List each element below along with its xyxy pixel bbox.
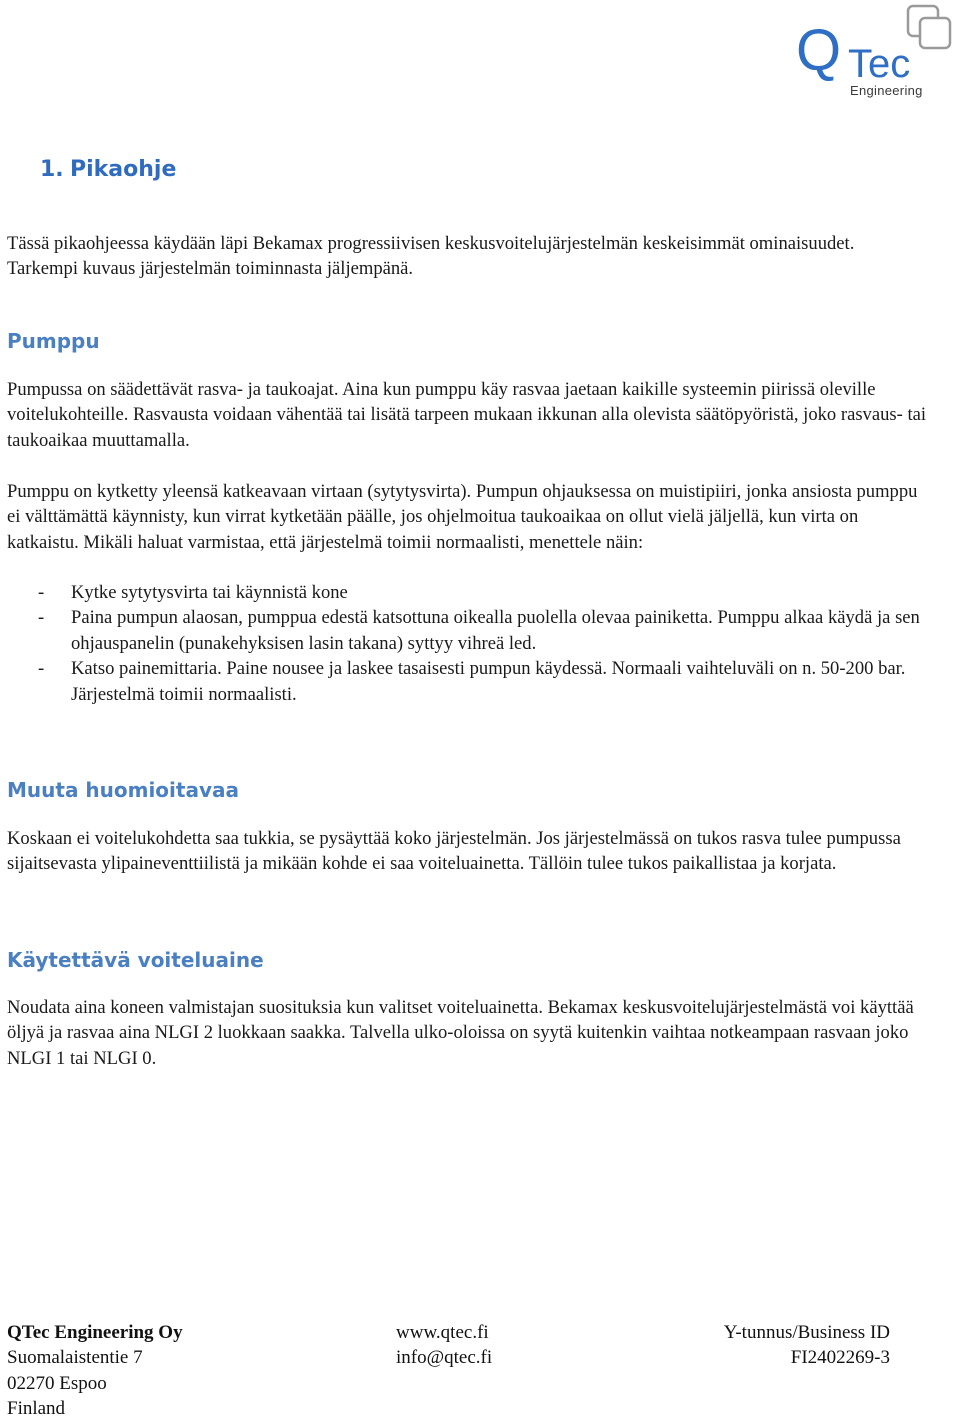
intro-paragraph (7, 231, 927, 282)
section-title-muuta: Muuta huomioitavaa (7, 778, 239, 802)
logo-squares-icon (906, 4, 954, 54)
footer-address (7, 1320, 183, 1422)
heading-title: Pikaohje (70, 157, 177, 182)
list-dash: - (38, 658, 45, 680)
footer-id-label: Y-tunnus/Business ID (723, 1322, 890, 1343)
muuta-paragraph (7, 826, 927, 877)
voiteluaine-text: Noudata aina koneen valmistajan suosituksia kun valitset voiteluainetta. Bekamax keskusvoitelujärjestelmästä voi käyttää öljyä ja rasvaa aina NLGI 2 luokkaan saakka. Talvella ulko-oloissa on syytä kuitenkin vaihtaa notkeampaan rasvaan joko NLGI 1 tai NLGI 0. (7, 997, 914, 1069)
page-title (40, 155, 176, 185)
footer-contact (396, 1320, 492, 1371)
pumppu-paragraph-2 (7, 479, 927, 555)
list-item-text: Kytke sytytysvirta tai käynnistä kone (71, 582, 348, 603)
pumppu-text-1: Pumpussa on säädettävät rasva- ja taukoajat. Aina kun pumppu käy rasvaa jaetaan kaikille systeemin piirissä oleville voitelukohteille. Rasvausta voidaan vähentää tai lisätä tarpeen mukaan ikkunan alla olevista säätöpyöristä, joko rasvaus- tai taukoaikaa muuttamalla. (7, 379, 927, 451)
footer-email-link[interactable]: info@qtec.fi (396, 1347, 493, 1369)
footer-country: Finland (7, 1398, 66, 1420)
pumppu-text-2: Pumppu on kytketty yleensä katkeavaan virtaan (sytytysvirta). Pumpun ohjauksessa on muistipiiri, jonka ansiosta pumppu ei välttämättä käynnisty, kun virrat kytketään päälle, jos ohjelmoitua taukoaikaa on ollut vielä jäljellä, kun virta on katkaistu. Mikäli haluat varmistaa, että järjestelmä toimii normaalisti, menettele näin: (7, 481, 918, 553)
voiteluaine-paragraph (7, 995, 927, 1071)
footer-company: QTec Engineering Oy (7, 1322, 183, 1343)
list-item (7, 656, 927, 707)
list-item (7, 580, 927, 605)
footer-city: 02270 Espoo (7, 1372, 107, 1394)
heading-number: 1. (40, 157, 64, 182)
footer-web-link[interactable]: www.qtec.fi (396, 1322, 489, 1343)
company-logo (792, 4, 958, 100)
list-dash: - (38, 582, 45, 603)
logo-q: Q (796, 18, 840, 83)
footer-street: Suomalaistentie 7 (7, 1347, 143, 1369)
muuta-text: Koskaan ei voitelukohdetta saa tukkia, se pysäyttää koko järjestelmän. Jos järjestelmässä on tukos rasva tulee pumpussa sijaitsevasta ylipaineventtiilistä ja mikään kohde ei saa voiteluainetta. Tällöin tulee tukos paikallistaa ja korjata. (7, 828, 901, 875)
logo-tec: Tec (848, 42, 911, 86)
list-item (7, 605, 927, 656)
footer-business-id (724, 1320, 890, 1371)
pumppu-paragraph-1 (7, 377, 927, 453)
footer-id-value: FI2402269-3 (790, 1347, 890, 1369)
section-title-pumppu: Pumppu (7, 329, 100, 353)
list-item-text: Paina pumpun alaosan, pumppua edestä katsottuna oikealla puolella olevaa painiketta. Pumppu alkaa käydä ja sen ohjauspanelin (punakehyksisen lasin takana) syttyy vihreä led. (71, 607, 920, 654)
list-dash: - (38, 607, 45, 629)
section-title-voiteluaine: Käytettävä voiteluaine (7, 948, 264, 972)
pumppu-steps-list (7, 580, 927, 707)
logo-tagline: Engineering (850, 83, 923, 98)
intro-text: Tässä pikaohjeessa käydään läpi Bekamax progressiivisen keskusvoitelujärjestelmän keskeisimmät ominaisuudet. Tarkempi kuvaus järjestelmän toiminnasta jäljempänä. (7, 233, 855, 280)
list-item-text: Katso painemittaria. Paine nousee ja laskee tasaisesti pumpun käydessä. Normaali vaihteluväli on n. 50-200 bar. Järjestelmä toimii normaalisti. (71, 658, 906, 705)
